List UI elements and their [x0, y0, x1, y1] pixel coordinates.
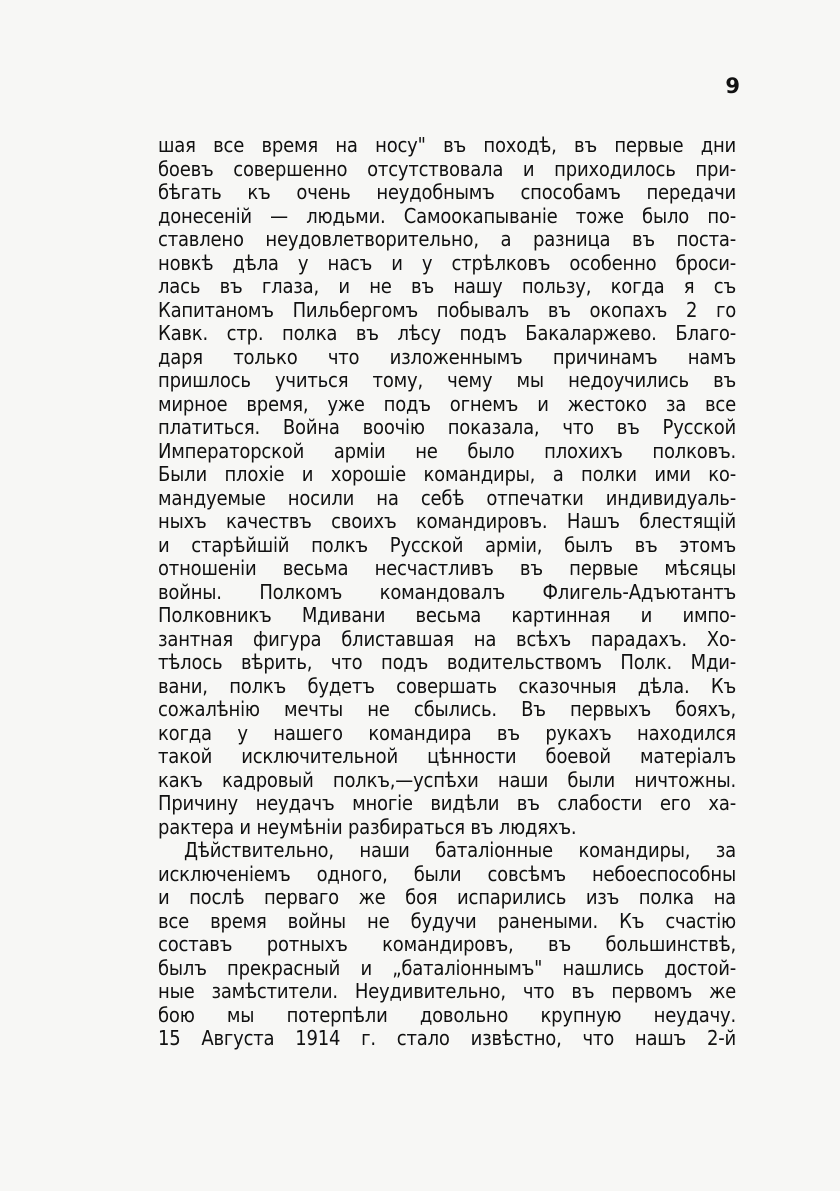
text-line: былъ прекрасный и „баталіоннымъ" нашлись достой-	[158, 955, 736, 980]
text-line: новкѣ дѣла у насъ и у стрѣлковъ особенно броси-	[158, 250, 736, 275]
text-line: Причину неудачъ многіе видѣли въ слабости его ха-	[158, 791, 736, 815]
text-line: тѣлось вѣрить, что подъ водительствомъ Полк. Мди-	[158, 650, 736, 674]
text-line: рактера и неумѣніи разбираться въ людяхъ.	[158, 814, 577, 839]
text-line: мирное время, уже подъ огнемъ и жестоко за все	[158, 391, 736, 416]
text-line: какъ кадровый полкъ,—успѣхи наши были ничтожны.	[158, 767, 736, 792]
text-line: Кавк. стр. полка въ лѣсу подъ Бакаларжево. Благо-	[158, 321, 736, 345]
text-line: составъ ротныхъ командировъ, въ большинствѣ,	[158, 932, 736, 956]
text-line: Полковникъ Мдивани весьма картинная и импо-	[158, 603, 736, 627]
text-line: исключеніемъ одного, были совсѣмъ небоеспособны	[158, 861, 736, 886]
text-line: боевъ совершенно отсутствовала и приходилось при-	[158, 156, 736, 181]
text-line: войны. Полкомъ командовалъ Флигель-Адъютантъ	[158, 579, 736, 604]
text-line: вани, полкъ будетъ совершать сказочныя дѣла. Къ	[158, 673, 736, 698]
text-line: Императорской арміи не было плохихъ полковъ.	[158, 438, 736, 463]
text-line: даря только что изложеннымъ причинамъ намъ	[158, 344, 736, 369]
text-line: и послѣ перваго же боя испарились изъ полка на	[158, 885, 736, 909]
body-text	[158, 134, 736, 1051]
text-line: 15 Августа 1914 г. стало извѣстно, что нашъ 2-й	[158, 1026, 736, 1050]
text-line: донесеній — людьми. Самоокапываніе тоже было по-	[158, 203, 736, 228]
text-line: шая все время на носу" въ походѣ, въ первые дни	[158, 133, 736, 157]
text-line: Дѣйствительно, наши баталіонные командиры, за	[184, 838, 736, 862]
text-line: все время войны не будучи ранеными. Къ счастію	[158, 908, 736, 933]
text-line: ставлено неудовлетворительно, а разница въ поста-	[158, 227, 736, 251]
text-line: мандуемые носили на себѣ отпечатки индивидуаль-	[158, 485, 736, 510]
text-line: ные замѣстители. Неудивительно, что въ первомъ же	[158, 979, 736, 1003]
text-line: Капитаномъ Пильбергомъ побывалъ въ окопахъ 2 го	[158, 297, 736, 322]
text-line: пришлось учиться тому, чему мы недоучились въ	[158, 368, 736, 392]
text-line: лась въ глаза, и не въ нашу пользу, когда я съ	[158, 274, 736, 298]
page-number: 9	[725, 74, 740, 98]
text-line: сожалѣнію мечты не сбылись. Въ первыхъ бояхъ,	[158, 697, 736, 721]
text-line: и старѣйшій полкъ Русской арміи, былъ въ этомъ	[158, 532, 736, 557]
text-line: зантная фигура блиставшая на всѣхъ парадахъ. Хо-	[158, 626, 736, 651]
text-line: ныхъ качествъ своихъ командировъ. Нашъ блестящій	[158, 509, 736, 533]
text-line: Были плохіе и хорошіе командиры, а полки ими ко-	[158, 462, 736, 486]
text-line: платиться. Война воочію показала, что въ Русской	[158, 415, 736, 439]
text-line: когда у нашего командира въ рукахъ находился	[158, 720, 736, 745]
text-line: отношеніи весьма несчастливъ въ первые мѣсяцы	[158, 556, 736, 580]
text-line: бѣгать къ очень неудобнымъ способамъ передачи	[158, 180, 736, 204]
text-line: такой исключительной цѣнности боевой матеріалъ	[158, 744, 736, 768]
text-line: бою мы потерпѣли довольно крупную неудачу.	[158, 1002, 736, 1027]
